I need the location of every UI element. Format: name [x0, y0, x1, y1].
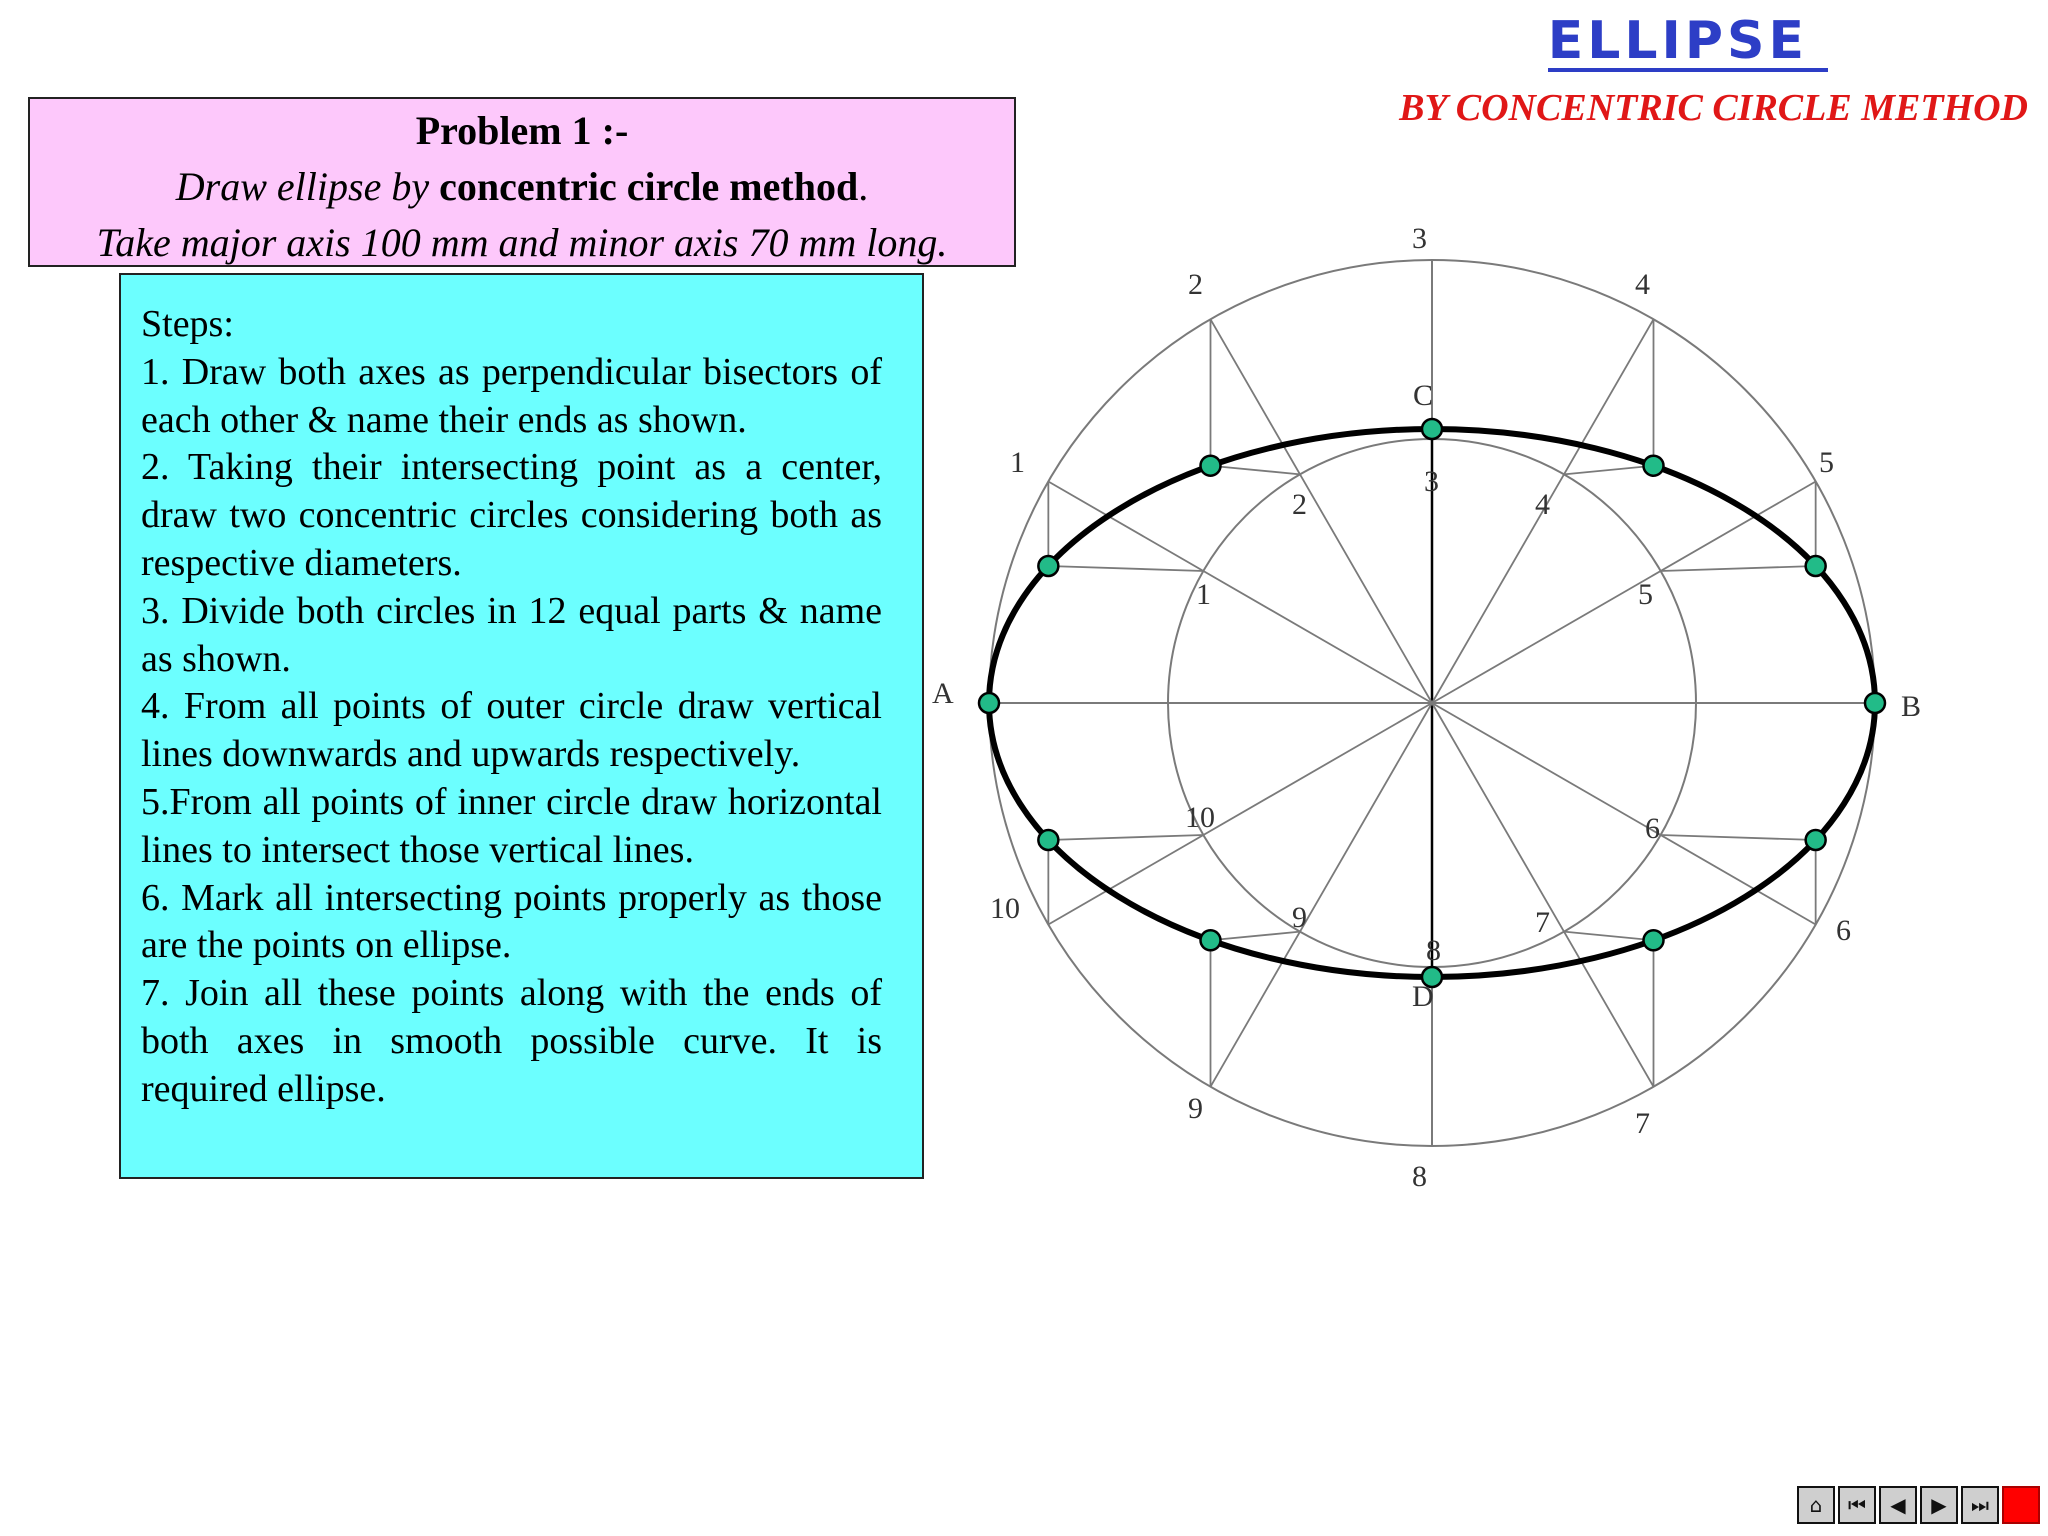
ellipse-point — [1806, 556, 1826, 576]
stop-icon[interactable] — [2002, 1486, 2040, 1524]
radial-line — [1432, 703, 1654, 1087]
previous-slide-icon[interactable]: ◀ — [1879, 1486, 1917, 1524]
step-5: 5.From all points of inner circle draw horizontal lines to intersect those vertical lines. — [141, 780, 882, 871]
ellipse-point — [1644, 456, 1664, 476]
step-4: 4. From all points of outer circle draw vertical lines downwards and upwards respectively. — [141, 685, 882, 776]
radial-line — [1211, 703, 1433, 1087]
label-d: D — [1412, 980, 1434, 1013]
step-6: 6. Mark all intersecting points properly as those are the points on ellipse. — [141, 876, 882, 967]
problem-line-1-post: . — [858, 164, 869, 209]
horizontal-projector — [1048, 566, 1203, 571]
ellipse-point — [1201, 930, 1221, 950]
page-subtitle: BY CONCENTRIC CIRCLE METHOD — [1399, 87, 2028, 129]
problem-heading: Problem 1 :- — [415, 108, 629, 153]
outer-label-8: 8 — [1412, 1160, 1427, 1193]
horizontal-projector — [1211, 932, 1301, 941]
problem-line-1-bold: concentric circle method — [439, 164, 859, 209]
inner-label-9: 9 — [1292, 901, 1307, 934]
horizontal-projector — [1048, 835, 1203, 840]
slide-navigation — [1797, 1486, 2043, 1526]
inner-label-2: 2 — [1292, 488, 1307, 521]
ellipse-point — [1644, 930, 1664, 950]
horizontal-projector — [1661, 566, 1816, 571]
horizontal-projector — [1564, 932, 1654, 941]
outer-label-2: 2 — [1188, 268, 1203, 301]
horizontal-projector — [1661, 835, 1816, 840]
problem-line-1-pre: Draw ellipse by — [175, 164, 440, 209]
horizontal-projector — [1211, 466, 1301, 475]
first-slide-icon[interactable]: ⏮ — [1838, 1486, 1876, 1524]
label-c: C — [1413, 379, 1434, 412]
ellipse-point — [1806, 830, 1826, 850]
inner-label-3: 3 — [1424, 465, 1439, 498]
outer-label-4: 4 — [1635, 268, 1650, 301]
inner-label-1: 1 — [1196, 578, 1211, 611]
next-slide-icon[interactable]: ▶ — [1920, 1486, 1958, 1524]
outer-label-6: 6 — [1836, 914, 1851, 947]
label-a: A — [932, 677, 954, 710]
outer-label-7: 7 — [1635, 1107, 1650, 1140]
ellipse-point — [1201, 456, 1221, 476]
ellipse-point — [979, 693, 999, 713]
problem-line-2: Take major axis 100 mm and minor axis 70 mm long. — [96, 220, 948, 265]
inner-label-10: 10 — [1185, 801, 1215, 834]
inner-label-8: 8 — [1426, 934, 1441, 967]
last-slide-icon[interactable]: ⏭ — [1961, 1486, 1999, 1524]
horizontal-projector — [1564, 466, 1654, 475]
ellipse-point — [1038, 556, 1058, 576]
label-b: B — [1901, 690, 1922, 723]
step-1: 1. Draw both axes as perpendicular bisectors of each other & name their ends as shown. — [141, 350, 882, 441]
home-icon[interactable]: ⌂ — [1797, 1486, 1835, 1524]
inner-label-6: 6 — [1645, 812, 1660, 845]
inner-label-7: 7 — [1535, 906, 1550, 939]
outer-label-1: 1 — [1010, 446, 1025, 479]
ellipse-point — [1038, 830, 1058, 850]
outer-label-3: 3 — [1412, 222, 1427, 255]
step-2: 2. Taking their intersecting point as a center, draw two concentric circles considering both as respective diameters. — [141, 446, 882, 584]
ellipse-point — [1865, 693, 1885, 713]
page-title: ELLIPSE — [1548, 14, 1828, 72]
step-7: 7. Join all these points along with the ends of both axes in smooth possible curve. It is required ellipse. — [141, 972, 882, 1110]
outer-label-9: 9 — [1188, 1092, 1203, 1125]
outer-label-10: 10 — [990, 892, 1020, 925]
steps-heading: Steps: — [141, 303, 234, 345]
ellipse-point — [1422, 419, 1442, 439]
inner-label-4: 4 — [1535, 488, 1550, 521]
radial-line — [1211, 319, 1433, 703]
outer-label-5: 5 — [1819, 446, 1834, 479]
diagram-labels — [932, 222, 1921, 1193]
inner-label-5: 5 — [1638, 578, 1653, 611]
step-3: 3. Divide both circles in 12 equal parts & name as shown. — [141, 589, 882, 680]
